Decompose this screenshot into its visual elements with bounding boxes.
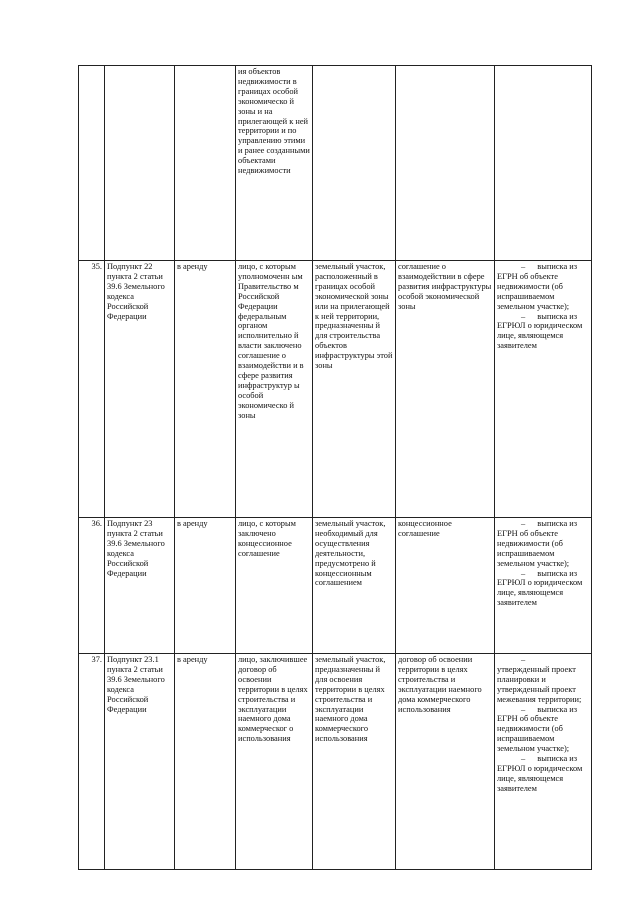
applicant-cell: лицо, с которым заключено концессионное соглашение <box>236 518 313 654</box>
applicant-cell: лицо, с которым уполномоченн ым Правительство м Российской Федерации федеральным органом исполнительно й власти заключено соглашение о взаимодействи и в сфере развития инфраструктур ы особой экономическо й зоны <box>236 261 313 518</box>
applicant-cell: ия объектов недвижимости в границах особой экономическо й зоны и на прилегающей к ней территории и по управлению этими и ранее созданными объектами недвижимости <box>236 66 313 261</box>
documents-cell <box>495 66 592 261</box>
table-row <box>79 518 592 654</box>
legal-ground-cell: Подпункт 23 пункта 2 статьи 39.6 Земельного кодекса Российской Федерации <box>105 518 175 654</box>
documents-cell <box>495 261 592 518</box>
land-plot-cell: земельный участок, необходимый для осуществления деятельности, предусмотрено й концессионным соглашением <box>313 518 396 654</box>
legal-ground-cell: Подпункт 23.1 пункта 2 статьи 39.6 Земельного кодекса Российской Федерации <box>105 654 175 870</box>
row-number: 36. <box>79 518 105 654</box>
table-row <box>79 66 592 261</box>
document-item: – выписка из ЕГРЮЛ о юридическом лице, являющемся заявителем <box>497 312 589 352</box>
document-item: – выписка из ЕГРЮЛ о юридическом лице, являющемся заявителем <box>497 754 589 794</box>
row-number: 35. <box>79 261 105 518</box>
land-plot-cell: земельный участок, расположенный в границах особой экономической зоны или на прилегающей к ней территории, предназначенны й для строительства объектов инфраструктуры этой зоны <box>313 261 396 518</box>
condition-cell <box>396 66 495 261</box>
legal-ground-cell: Подпункт 22 пункта 2 статьи 39.6 Земельного кодекса Российской Федерации <box>105 261 175 518</box>
document-item: – утвержденный проект планировки и утвержденный проект межевания территории; <box>497 655 589 705</box>
right-type-cell <box>175 66 236 261</box>
right-type-cell: в аренду <box>175 518 236 654</box>
documents-cell <box>495 654 592 870</box>
legal-ground-cell <box>105 66 175 261</box>
right-type-cell: в аренду <box>175 261 236 518</box>
applicant-cell: лицо, заключившее договор об освоении территории в целях строительства и эксплуатации наемного дома коммерческог о использования <box>236 654 313 870</box>
document-item: – выписка из ЕГРН об объекте недвижимости (об испрашиваемом земельном участке); <box>497 262 589 312</box>
table-row <box>79 654 592 870</box>
land-plot-cell: земельный участок, предназначенны й для освоения территории в целях строительства и эксплуатации наемного дома коммерческого использования <box>313 654 396 870</box>
land-grounds-table <box>78 65 592 870</box>
table-row <box>79 261 592 518</box>
table-body <box>79 66 592 870</box>
row-number: 37. <box>79 654 105 870</box>
right-type-cell: в аренду <box>175 654 236 870</box>
condition-cell: концессионное соглашение <box>396 518 495 654</box>
documents-cell <box>495 518 592 654</box>
land-plot-cell <box>313 66 396 261</box>
document-item: – выписка из ЕГРЮЛ о юридическом лице, являющемся заявителем <box>497 569 589 609</box>
row-number <box>79 66 105 261</box>
document-item: – выписка из ЕГРН об объекте недвижимости (об испрашиваемом земельном участке); <box>497 705 589 755</box>
condition-cell: соглашение о взаимодействии в сфере развития инфраструктуры особой экономической зоны <box>396 261 495 518</box>
document-item: – выписка из ЕГРН об объекте недвижимости (об испрашиваемом земельном участке); <box>497 519 589 569</box>
condition-cell: договор об освоении территории в целях строительства и эксплуатации наемного дома коммерческого использования <box>396 654 495 870</box>
